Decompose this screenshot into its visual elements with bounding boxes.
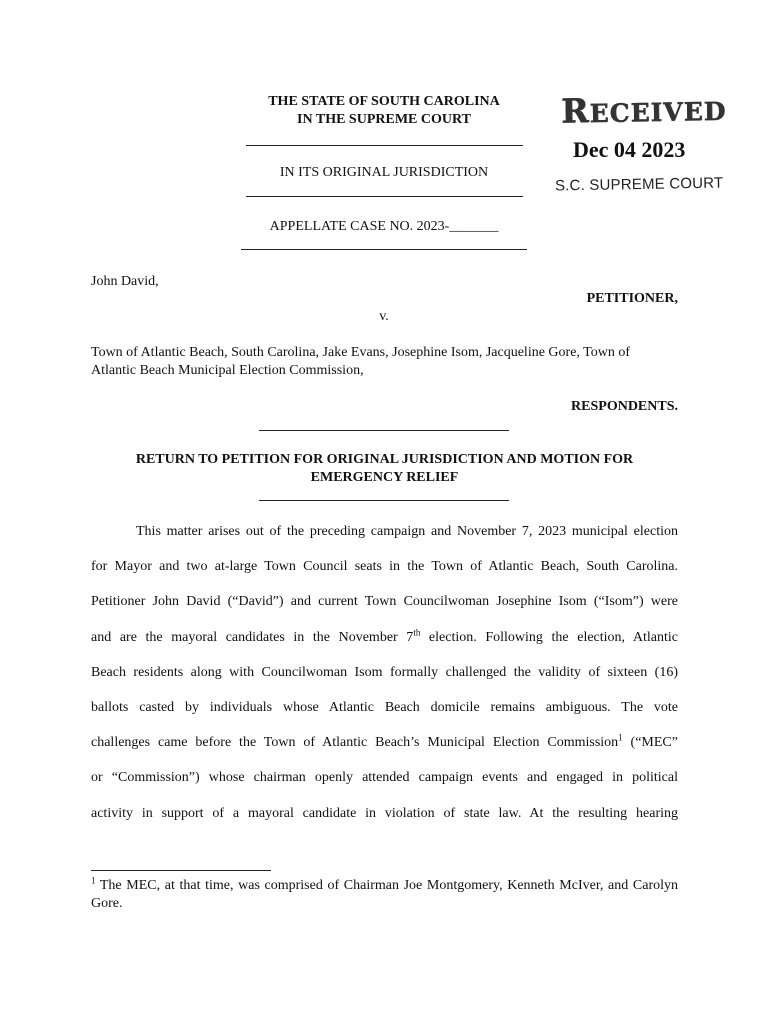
body-line: and are the mayoral candidates in the November 7th election. Following the election, Atlantic [91, 626, 678, 645]
respondents-label: RESPONDENTS. [571, 399, 678, 414]
caption-case-number: APPELLATE CASE NO. 2023-_______ [269, 219, 499, 234]
received-stamp [561, 89, 727, 131]
body-line: challenges came before the Town of Atlantic Beach’s Municipal Election Commission$^1$ (“MEC” [91, 732, 678, 751]
caption-rule-2 [246, 196, 523, 197]
superscript-th: th [413, 626, 421, 637]
respondents-line-1: Town of Atlantic Beach, South Carolina, Jake Evans, Josephine Isom, Jacqueline Gore, Town of [91, 345, 630, 360]
received-stamp-rest: ECEIVED [589, 96, 727, 128]
body-line: activity in support of a mayoral candidate in violation of state law. At the resulting hearing [91, 805, 678, 821]
received-stamp-initial: R [560, 90, 590, 131]
caption-state: THE STATE OF SOUTH CAROLINA [268, 94, 500, 109]
caption-jurisdiction: IN ITS ORIGINAL JURISDICTION [279, 165, 489, 180]
footnote-text: The MEC, at that time, was comprised of Chairman Joe Montgomery, Kenneth McIver, and Carolyn Gore. [91, 878, 678, 911]
footnote-marker: 1 [91, 875, 96, 886]
title-rule [259, 500, 509, 501]
received-date: Dec 04 2023 [573, 137, 686, 162]
caption-rule-1 [246, 145, 523, 146]
body-line: for Mayor and two at-large Town Council seats in the Town of Atlantic Beach, South Carolina. [91, 559, 678, 575]
respondents-line-2: Atlantic Beach Municipal Election Commission, [91, 363, 364, 378]
parties-rule [259, 430, 509, 431]
footnote [91, 877, 678, 913]
petitioner-name: John David, [91, 274, 159, 289]
versus: v. [379, 309, 389, 324]
body-line: Beach residents along with Councilwoman Isom formally challenged the validity of sixteen (16) [91, 664, 678, 680]
document-title-line-2: EMERGENCY RELIEF [310, 470, 459, 485]
caption-court: IN THE SUPREME COURT [297, 112, 471, 127]
body-line: ballots casted by individuals whose Atlantic Beach domicile remains ambiguous. The vote [91, 699, 678, 715]
body-line: This matter arises out of the preceding campaign and November 7, 2023 municipal election [136, 524, 678, 539]
body-line: or “Commission”) whose chairman openly attended campaign events and engaged in political [91, 770, 678, 786]
received-court: S.C. SUPREME COURT [554, 174, 724, 195]
caption-rule-3 [241, 249, 527, 250]
body-paragraph [91, 514, 678, 831]
footnote-separator [91, 870, 271, 871]
petitioner-label: PETITIONER, [586, 291, 678, 306]
body-line: Petitioner John David (“David”) and current Town Councilwoman Josephine Isom (“Isom”) were [91, 594, 678, 610]
footnote-reference: 1 [618, 732, 623, 743]
document-title-line-1: RETURN TO PETITION FOR ORIGINAL JURISDICTION AND MOTION FOR [135, 452, 634, 467]
